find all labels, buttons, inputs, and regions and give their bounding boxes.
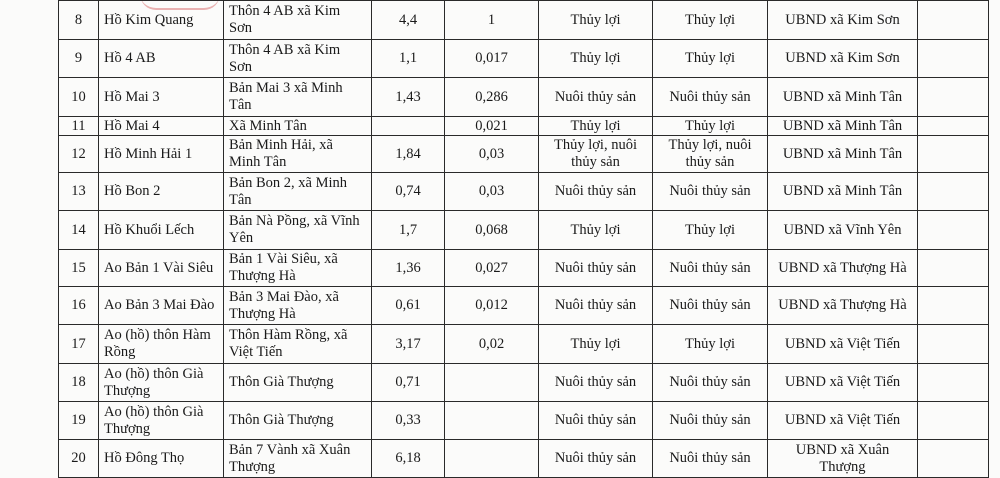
planned-use: Thủy lợi <box>653 117 768 136</box>
note-cell <box>918 325 989 364</box>
volume-value: 0,03 <box>445 136 539 173</box>
planned-use: Thủy lợi <box>653 211 768 250</box>
water-body-name: Ao Bản 1 Vài Siêu <box>99 250 224 287</box>
location: Thôn 4 AB xã Kim Sơn <box>224 1 372 40</box>
planned-use: Nuôi thủy sản <box>653 440 768 478</box>
volume-value: 0,012 <box>445 287 539 325</box>
water-body-name: Ao (hồ) thôn Già Thượng <box>99 402 224 440</box>
managing-unit: UBND xã Minh Tân <box>768 173 918 211</box>
water-body-name: Hồ Minh Hải 1 <box>99 136 224 173</box>
table-row <box>59 1 989 40</box>
area-value: 0,61 <box>372 287 445 325</box>
note-cell <box>918 117 989 136</box>
row-number: 19 <box>59 402 99 440</box>
table-row <box>59 40 989 78</box>
planned-use: Nuôi thủy sản <box>653 78 768 117</box>
area-value: 1,1 <box>372 40 445 78</box>
planned-use: Nuôi thủy sản <box>653 250 768 287</box>
managing-unit: UBND xã Thượng Hà <box>768 250 918 287</box>
volume-value: 0,03 <box>445 173 539 211</box>
location: Xã Minh Tân <box>224 117 372 136</box>
managing-unit: UBND xã Minh Tân <box>768 136 918 173</box>
note-cell <box>918 78 989 117</box>
row-number: 8 <box>59 1 99 40</box>
water-body-table <box>58 0 989 478</box>
row-number: 10 <box>59 78 99 117</box>
note-cell <box>918 364 989 402</box>
current-use: Thủy lợi <box>539 40 653 78</box>
water-body-name: Ao Bản 3 Mai Đào <box>99 287 224 325</box>
water-body-name: Hồ Mai 3 <box>99 78 224 117</box>
note-cell <box>918 1 989 40</box>
current-use: Thủy lợi <box>539 1 653 40</box>
planned-use: Nuôi thủy sản <box>653 402 768 440</box>
note-cell <box>918 250 989 287</box>
table-row <box>59 287 989 325</box>
managing-unit: UBND xã Việt Tiến <box>768 325 918 364</box>
note-cell <box>918 440 989 478</box>
water-body-name: Ao (hồ) thôn Già Thượng <box>99 364 224 402</box>
note-cell <box>918 211 989 250</box>
location: Bản 1 Vài Siêu, xã Thượng Hà <box>224 250 372 287</box>
managing-unit: UBND xã Kim Sơn <box>768 40 918 78</box>
area-value: 0,74 <box>372 173 445 211</box>
managing-unit: UBND xã Việt Tiến <box>768 402 918 440</box>
water-body-name: Hồ 4 AB <box>99 40 224 78</box>
row-number: 16 <box>59 287 99 325</box>
planned-use: Thủy lợi, nuôi thủy sản <box>653 136 768 173</box>
row-number: 13 <box>59 173 99 211</box>
volume-value: 0,286 <box>445 78 539 117</box>
note-cell <box>918 136 989 173</box>
current-use: Nuôi thủy sản <box>539 287 653 325</box>
row-number: 20 <box>59 440 99 478</box>
area-value: 0,71 <box>372 364 445 402</box>
table-row <box>59 402 989 440</box>
note-cell <box>918 40 989 78</box>
location: Thôn Già Thượng <box>224 402 372 440</box>
planned-use: Nuôi thủy sản <box>653 364 768 402</box>
row-number: 12 <box>59 136 99 173</box>
water-body-name: Hồ Bon 2 <box>99 173 224 211</box>
row-number: 11 <box>59 117 99 136</box>
managing-unit: UBND xã Xuân Thượng <box>768 440 918 478</box>
table-row <box>59 136 989 173</box>
volume-value <box>445 364 539 402</box>
volume-value: 0,017 <box>445 40 539 78</box>
managing-unit: UBND xã Minh Tân <box>768 78 918 117</box>
current-use: Nuôi thủy sản <box>539 78 653 117</box>
location: Thôn Hàm Rồng, xã Việt Tiến <box>224 325 372 364</box>
area-value: 3,17 <box>372 325 445 364</box>
managing-unit: UBND xã Kim Sơn <box>768 1 918 40</box>
current-use: Nuôi thủy sản <box>539 402 653 440</box>
note-cell <box>918 402 989 440</box>
area-value: 1,84 <box>372 136 445 173</box>
row-number: 9 <box>59 40 99 78</box>
table-row <box>59 173 989 211</box>
location: Bản 3 Mai Đào, xã Thượng Hà <box>224 287 372 325</box>
volume-value <box>445 440 539 478</box>
current-use: Thủy lợi, nuôi thủy sản <box>539 136 653 173</box>
planned-use: Thủy lợi <box>653 1 768 40</box>
note-cell <box>918 173 989 211</box>
water-body-name: Ao (hồ) thôn Hàm Rồng <box>99 325 224 364</box>
location: Bản Mai 3 xã Minh Tân <box>224 78 372 117</box>
row-number: 17 <box>59 325 99 364</box>
planned-use: Nuôi thủy sản <box>653 173 768 211</box>
current-use: Nuôi thủy sản <box>539 173 653 211</box>
water-body-name: Hồ Khuổi Lếch <box>99 211 224 250</box>
area-value: 4,4 <box>372 1 445 40</box>
row-number: 15 <box>59 250 99 287</box>
current-use: Nuôi thủy sản <box>539 364 653 402</box>
location: Bản Bon 2, xã Minh Tân <box>224 173 372 211</box>
area-value: 1,7 <box>372 211 445 250</box>
water-body-name: Hồ Mai 4 <box>99 117 224 136</box>
area-value: 1,36 <box>372 250 445 287</box>
managing-unit: UBND xã Thượng Hà <box>768 287 918 325</box>
planned-use: Thủy lợi <box>653 40 768 78</box>
current-use: Thủy lợi <box>539 211 653 250</box>
note-cell <box>918 287 989 325</box>
volume-value: 0,068 <box>445 211 539 250</box>
table-row <box>59 325 989 364</box>
water-body-name: Hồ Kim Quang <box>99 1 224 40</box>
area-value: 1,43 <box>372 78 445 117</box>
managing-unit: UBND xã Việt Tiến <box>768 364 918 402</box>
current-use: Nuôi thủy sản <box>539 250 653 287</box>
table-row <box>59 364 989 402</box>
volume-value <box>445 402 539 440</box>
location: Thôn 4 AB xã Kim Sơn <box>224 40 372 78</box>
row-number: 18 <box>59 364 99 402</box>
area-value <box>372 117 445 136</box>
volume-value: 0,021 <box>445 117 539 136</box>
area-value: 0,33 <box>372 402 445 440</box>
planned-use: Thủy lợi <box>653 325 768 364</box>
volume-value: 0,02 <box>445 325 539 364</box>
current-use: Thủy lợi <box>539 325 653 364</box>
water-body-name: Hồ Đông Thọ <box>99 440 224 478</box>
table-row <box>59 440 989 478</box>
table-row <box>59 117 989 136</box>
location: Thôn Già Thượng <box>224 364 372 402</box>
location: Bản 7 Vành xã Xuân Thượng <box>224 440 372 478</box>
table-row <box>59 211 989 250</box>
managing-unit: UBND xã Minh Tân <box>768 117 918 136</box>
table-row <box>59 78 989 117</box>
row-number: 14 <box>59 211 99 250</box>
table-row <box>59 250 989 287</box>
location: Bản Nà Pồng, xã Vĩnh Yên <box>224 211 372 250</box>
area-value: 6,18 <box>372 440 445 478</box>
managing-unit: UBND xã Vĩnh Yên <box>768 211 918 250</box>
current-use: Thủy lợi <box>539 117 653 136</box>
volume-value: 1 <box>445 1 539 40</box>
planned-use: Nuôi thủy sản <box>653 287 768 325</box>
volume-value: 0,027 <box>445 250 539 287</box>
location: Bản Minh Hải, xã Minh Tân <box>224 136 372 173</box>
current-use: Nuôi thủy sản <box>539 440 653 478</box>
